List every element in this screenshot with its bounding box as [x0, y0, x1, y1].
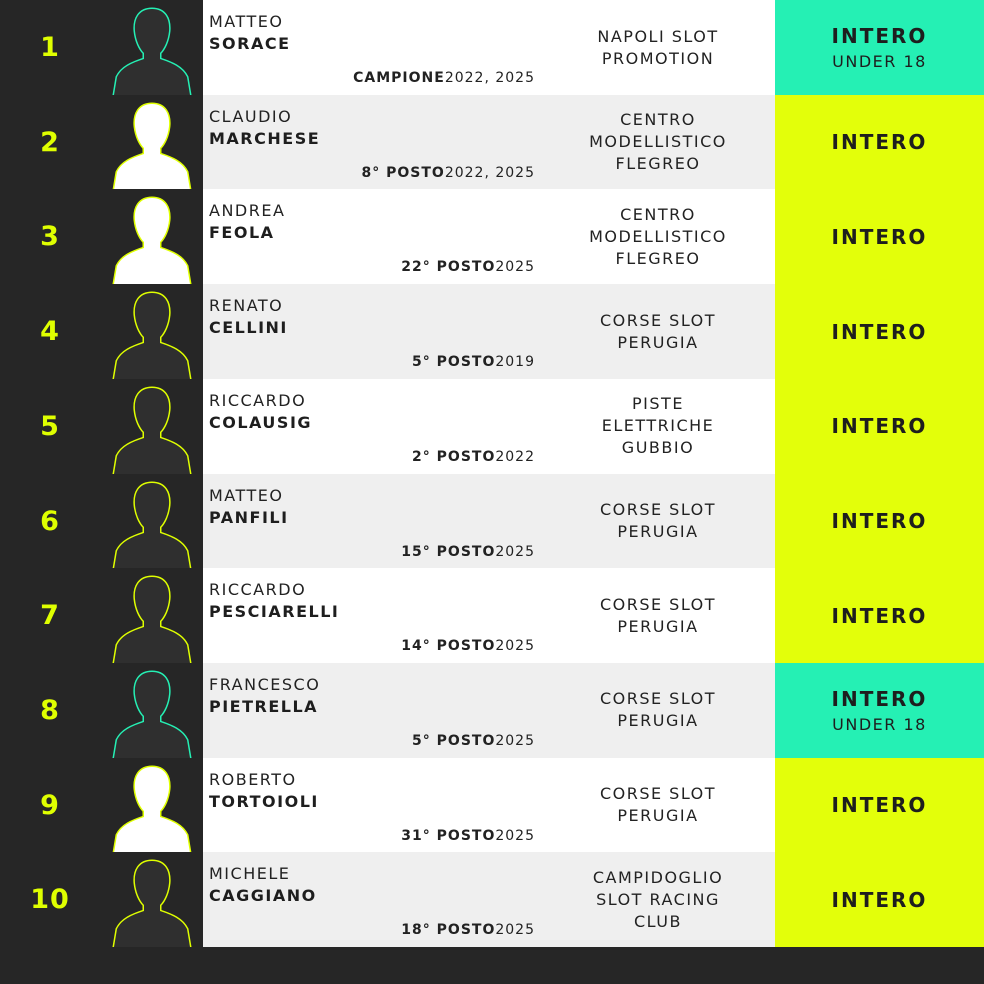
- result-position: 18° POSTO: [401, 922, 496, 939]
- driver-first-name: MATTEO: [209, 485, 284, 505]
- category-badge: [775, 568, 984, 663]
- club-name: CORSE SLOT PERUGIA: [599, 594, 717, 636]
- driver-last-name: CELLINI: [209, 318, 288, 338]
- driver-first-name: MICHELE: [209, 864, 291, 884]
- category-badge: [775, 474, 984, 569]
- club-name: CORSE SLOT PERUGIA: [599, 310, 717, 352]
- result-position: 5° POSTO: [412, 732, 496, 749]
- result-position: 5° POSTO: [412, 354, 496, 371]
- driver-row: [0, 758, 984, 853]
- driver-first-name: RENATO: [209, 296, 284, 316]
- result-position: 2° POSTO: [412, 448, 496, 465]
- driver-first-name: ANDREA: [209, 201, 286, 221]
- result-years: 2022: [495, 448, 535, 465]
- best-result: [401, 638, 535, 654]
- driver-info: [203, 758, 775, 853]
- driver-info: [203, 852, 775, 947]
- category-badge: [775, 95, 984, 190]
- rank-number: 4: [0, 284, 100, 379]
- result-position: 22° POSTO: [401, 259, 496, 276]
- rank-number: 5: [0, 379, 100, 474]
- category-badge: [775, 189, 984, 284]
- best-result: [412, 449, 535, 465]
- best-result: [401, 922, 535, 938]
- silhouette-placeholder: [100, 189, 203, 284]
- best-result: [412, 733, 535, 749]
- driver-row: [0, 852, 984, 947]
- result-years: 2025: [495, 259, 535, 276]
- driver-first-name: FRANCESCO: [209, 674, 321, 694]
- club-name: CENTRO MODELLISTICO FLEGREO: [589, 110, 727, 174]
- driver-photo: [100, 663, 203, 758]
- driver-row: [0, 189, 984, 284]
- driver-first-name: RICCARDO: [209, 580, 307, 600]
- result-position: CAMPIONE: [353, 70, 445, 86]
- driver-first-name: ROBERTO: [209, 769, 297, 789]
- result-years: 2025: [495, 732, 535, 749]
- club-name: CORSE SLOT PERUGIA: [599, 784, 717, 826]
- club-name: PISTE ELETTRICHE GUBBIO: [601, 394, 715, 458]
- category-label: INTERO: [831, 603, 928, 628]
- avatar-icon: [106, 192, 198, 284]
- driver-info: [203, 379, 775, 474]
- rank-number: 6: [0, 474, 100, 569]
- avatar-icon: [106, 477, 198, 569]
- driver-photo: [100, 284, 203, 379]
- best-result: [412, 354, 535, 370]
- rank-number: 1: [0, 0, 100, 95]
- driver-row: [0, 568, 984, 663]
- category-badge: [775, 0, 984, 95]
- result-position: 15° POSTO: [401, 543, 496, 560]
- category-badge: [775, 852, 984, 947]
- avatar-icon: [106, 571, 198, 663]
- driver-info: [203, 663, 775, 758]
- driver-row: [0, 663, 984, 758]
- category-label: INTERO: [831, 414, 928, 439]
- result-position: 14° POSTO: [401, 638, 496, 655]
- category-badge: [775, 284, 984, 379]
- category-label: INTERO: [831, 793, 928, 818]
- best-result: [353, 70, 535, 86]
- driver-last-name: TORTOIOLI: [209, 791, 319, 811]
- driver-first-name: CLAUDIO: [209, 106, 293, 126]
- rank-number: 9: [0, 758, 100, 853]
- avatar-icon: [106, 98, 198, 190]
- driver-last-name: CAGGIANO: [209, 886, 317, 906]
- result-years: 2025: [495, 543, 535, 560]
- category-badge: [775, 758, 984, 853]
- result-years: 2022, 2025: [444, 70, 535, 86]
- driver-info: [203, 189, 775, 284]
- rank-number: 3: [0, 189, 100, 284]
- category-badge: [775, 663, 984, 758]
- category-label: INTERO: [831, 24, 928, 48]
- driver-row: [0, 0, 984, 95]
- category-label: INTERO: [831, 686, 928, 711]
- club-name: CAMPIDOGLIO SLOT RACING CLUB: [592, 867, 724, 931]
- driver-info: [203, 0, 775, 95]
- silhouette-placeholder: [100, 758, 203, 853]
- result-years: 2025: [495, 922, 535, 939]
- avatar-icon: [106, 761, 198, 853]
- best-result: [401, 828, 535, 844]
- club-name: NAPOLI SLOT PROMOTION: [597, 26, 719, 68]
- driver-info: [203, 568, 775, 663]
- driver-photo: [100, 474, 203, 569]
- driver-last-name: PANFILI: [209, 507, 289, 527]
- driver-row: [0, 284, 984, 379]
- driver-photo: [100, 852, 203, 947]
- driver-first-name: RICCARDO: [209, 390, 307, 410]
- category-label: INTERO: [831, 224, 928, 249]
- category-label: INTERO: [831, 509, 928, 533]
- driver-row: [0, 379, 984, 474]
- best-result: [401, 259, 535, 275]
- driver-last-name: MARCHESE: [209, 128, 321, 148]
- driver-last-name: PESCIARELLI: [209, 602, 340, 622]
- driver-photo: [100, 0, 203, 95]
- result-years: 2025: [495, 827, 535, 844]
- driver-photo: [100, 568, 203, 663]
- driver-last-name: FEOLA: [209, 223, 275, 243]
- best-result: [401, 544, 535, 560]
- avatar-icon: [106, 666, 198, 758]
- avatar-icon: [106, 287, 198, 379]
- category-label: INTERO: [831, 319, 928, 344]
- avatar-icon: [106, 3, 198, 95]
- driver-first-name: MATTEO: [209, 12, 284, 31]
- rank-number: 2: [0, 95, 100, 190]
- category-badge: [775, 379, 984, 474]
- under-18-label: UNDER 18: [832, 714, 927, 734]
- rank-number: 8: [0, 663, 100, 758]
- driver-last-name: COLAUSIG: [209, 412, 313, 432]
- result-years: 2022, 2025: [444, 164, 535, 181]
- avatar-icon: [106, 855, 198, 947]
- rank-number: 7: [0, 568, 100, 663]
- result-position: 8° POSTO: [361, 164, 445, 181]
- driver-info: [203, 284, 775, 379]
- driver-last-name: SORACE: [209, 34, 291, 53]
- category-label: INTERO: [831, 887, 928, 912]
- result-position: 31° POSTO: [401, 827, 496, 844]
- club-name: CORSE SLOT PERUGIA: [599, 689, 717, 731]
- driver-row: [0, 95, 984, 190]
- avatar-icon: [106, 382, 198, 474]
- club-name: CENTRO MODELLISTICO FLEGREO: [589, 204, 727, 268]
- best-result: [362, 165, 535, 181]
- silhouette-placeholder: [100, 95, 203, 190]
- driver-row: [0, 474, 984, 569]
- rank-number: 10: [0, 852, 100, 947]
- under-18-label: UNDER 18: [832, 52, 927, 71]
- driver-photo: [100, 379, 203, 474]
- driver-last-name: PIETRELLA: [209, 696, 319, 716]
- result-years: 2019: [495, 354, 535, 371]
- driver-info: [203, 95, 775, 190]
- driver-info: [203, 474, 775, 569]
- category-label: INTERO: [831, 130, 928, 155]
- result-years: 2025: [495, 638, 535, 655]
- club-name: CORSE SLOT PERUGIA: [599, 500, 717, 541]
